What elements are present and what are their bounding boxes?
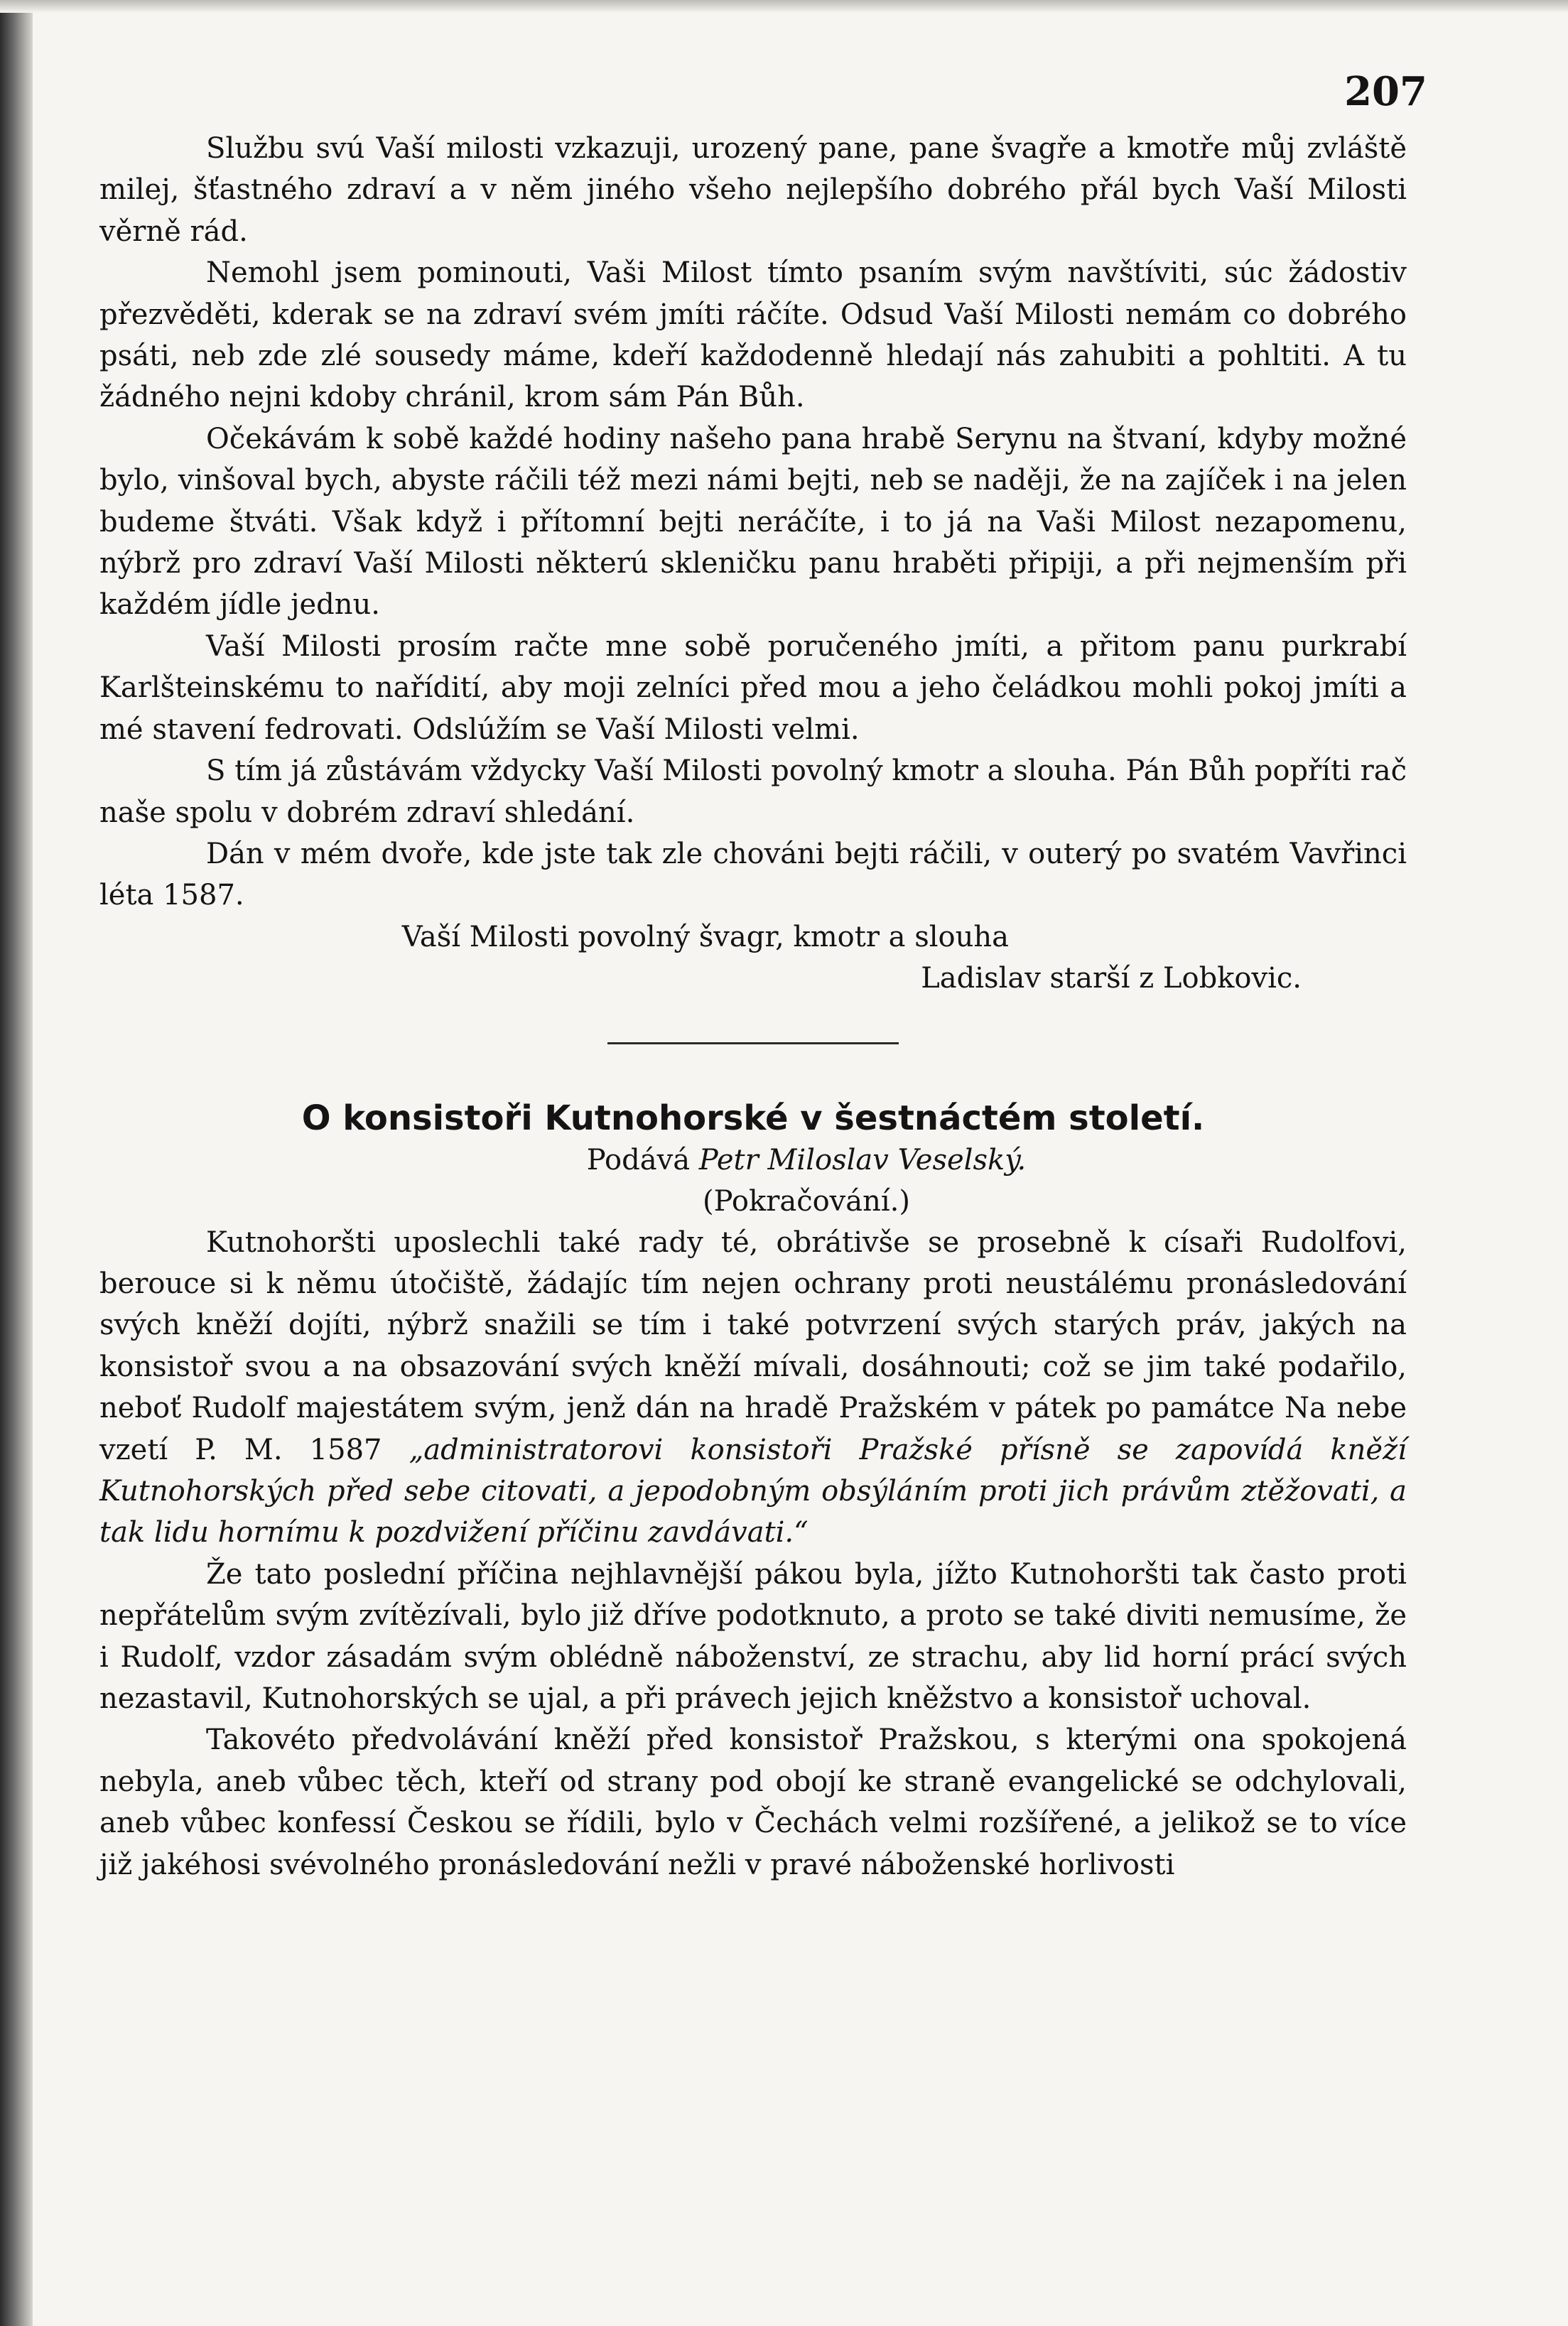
article-title: O konsistoři Kutnohorské v šestnáctém století.: [301, 1098, 1205, 1138]
article-quotation: „administratorovi konsistoři Pražské přísně se zapovídá kněží Kutnohorských před sebe citovati, a jepodobným obsýláním proti jich právům ztěžovati, a tak lidu hornímu k pozdvižení příčinu zavdávati.“: [99, 1433, 1407, 1549]
letter-paragraph: Dán v mém dvoře, kde jste tak zle chováni bejti ráčili, v outerý po svatém Vavřinci léta 1587.: [99, 837, 1407, 912]
binding-shadow: [0, 0, 33, 2326]
continuation-note: (Pokračování.): [703, 1184, 910, 1218]
letter-paragraph: S tím já zůstávám vždycky Vaší Milosti povolný kmotr a slouha. Pán Bůh popříti rač naše spolu v dobrém zdraví shledání.: [99, 754, 1407, 829]
byline-prefix: Podává: [586, 1143, 691, 1176]
letter-paragraph: Vaší Milosti prosím račte mne sobě poručeného jmíti, a přitom panu purkrabí Karlšteinskému to nařídití, aby moji zelníci před mou a jeho čeládkou mohli pokoj jmíti a mé stavení fedrovati. Odslúžím se Vaší Milosti velmi.: [99, 629, 1407, 746]
byline-author: Petr Miloslav Veselský.: [698, 1143, 1027, 1176]
article-paragraph-text: Kutnohoršti uposlechli také rady té, obrátivše se prosebně k císaři Rudolfovi, berouce si k němu útočiště, žádajíc tím nejen ochrany proti neustálému pronásledování svých kněží dojíti, nýbrž snažili se tím i také potvrzení svých starých práv, jakých na konsistoř svou a na obsazování svých kněží mívali, dosáhnouti; což se jim také podařilo, neboť Rudolf majestátem svým, jenž dán na hradě Pražském v pátek po památce Na nebe vzetí P. M. 1587: [99, 1226, 1407, 1466]
section-divider: [607, 1042, 899, 1044]
page-number: 207: [1344, 68, 1427, 115]
article-paragraph: Takovéto předvolávání kněží před konsistoř Pražskou, s kterými ona spokojená nebyla, aneb vůbec těch, kteří od strany pod obojí ke straně evangelické se odchylovali, aneb vůbec konfessí Českou se řídili, bylo v Čechách velmi rozšířené, a jelikož se to více již jakéhosi svévolného pronásledování nežli v pravé náboženské horlivosti: [99, 1724, 1407, 1881]
letter-closing: Vaší Milosti povolný švagr, kmotr a slouha: [401, 920, 1009, 953]
letter-signature: Ladislav starší z Lobkovic.: [921, 962, 1302, 995]
letter-paragraph: Nemohl jsem pominouti, Vaši Milost tímto psaním svým navštíviti, súc žádostiv přezvěděti, kderak se na zdraví svém jmíti ráčíte. Odsud Vaší Milosti nemám co dobrého psáti, neb zde zlé sousedy máme, kdeří každodenně hledají nás zahubiti a pohltiti. A tu žádného nejni kdoby chránil, krom sám Pán Bůh.: [99, 256, 1407, 414]
top-edge-shadow: [0, 0, 1568, 13]
letter-paragraph: Očekávám k sobě každé hodiny našeho pana hrabě Serynu na štvaní, kdyby možné bylo, vinšoval bych, abyste ráčili též mezi námi bejti, neb se naději, že na zajíček i na jelen budeme štváti. Však když i přítomní bejti neráčíte, i to já na Vaši Milost nezapomenu, nýbrž pro zdraví Vaší Milosti některú skleničku panu hraběti připiji, a při nejmenším při každém jídle jednu.: [99, 422, 1407, 622]
page-body: [99, 128, 1407, 1886]
article-paragraph: Že tato poslední příčina nejhlavnější pákou byla, jížto Kutnohoršti tak často proti nepřátelům svým zvítězívali, bylo již dříve podotknuto, a proto se také diviti nemusíme, že i Rudolf, vzdor zásadám svým oblédně náboženství, ze strachu, aby lid horní prácí svých nezastavil, Kutnohorských se ujal, a při právech jejich kněžstvo a konsistoř uchoval.: [99, 1557, 1407, 1715]
article-paragraph: [99, 1222, 1407, 1554]
letter-paragraph: Službu svú Vaší milosti vzkazuji, urozený pane, pane švagře a kmotře můj zvláště milej, šťastného zdraví a v něm jiného všeho nejlepšího dobrého přál bych Vaší Milosti věrně rád.: [99, 132, 1407, 248]
article-byline: [99, 1140, 1407, 1181]
